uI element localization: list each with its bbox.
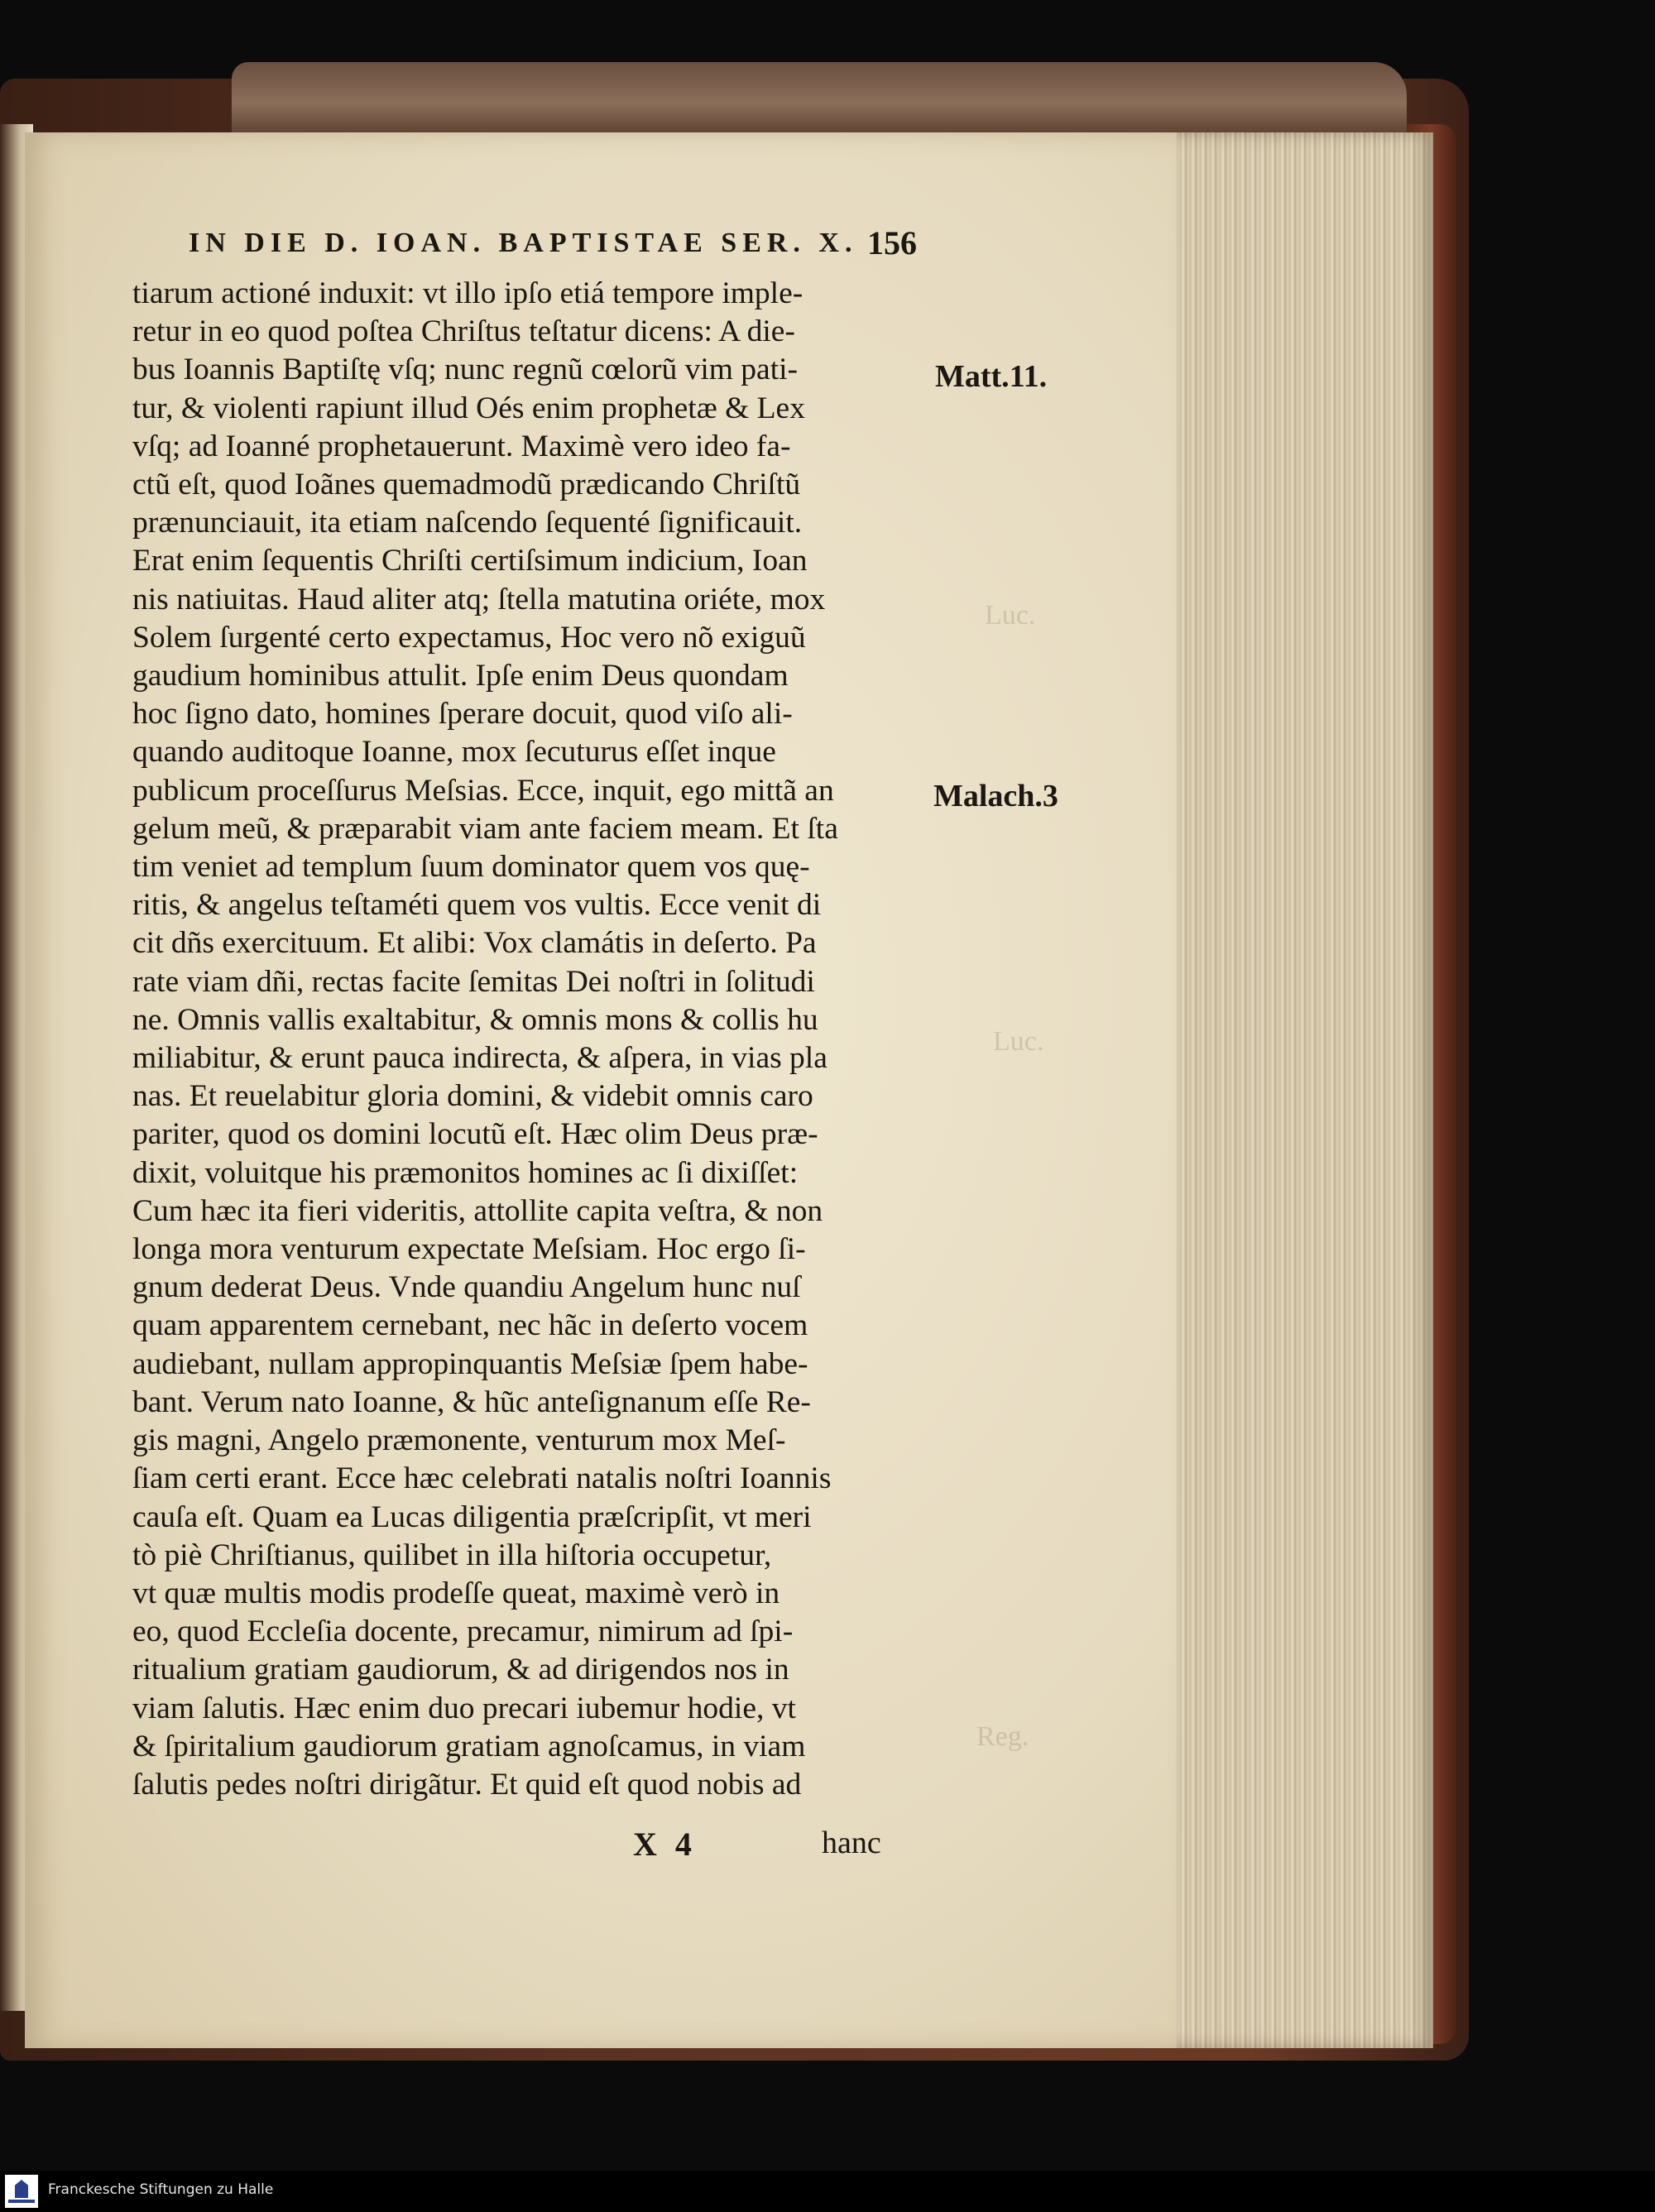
marginal-note: Matt.11. bbox=[935, 359, 1048, 394]
text-line: tò piè Chriſtianus, quilibet in illa hiſtoria occupetur, bbox=[132, 1538, 772, 1572]
text-line: tim veniet ad templum ſuum dominator quem vos quę- bbox=[132, 850, 810, 885]
text-line: rate viam dñi, rectas facite ſemitas Dei noſtri in ſolitudi bbox=[132, 964, 815, 999]
text-line: cauſa eſt. Quam ea Lucas diligentia præſcripſit, vt meri bbox=[132, 1499, 812, 1534]
text-line: quam apparentem cernebant, nec hãc in deſerto vocem bbox=[132, 1308, 808, 1343]
running-head: IN DIE D. IOAN. BAPTISTAE SER. X. bbox=[189, 228, 858, 258]
text-line: ſiam certi erant. Ecce hæc celebrati natalis noſtri Ioannis bbox=[132, 1461, 832, 1496]
text-line: quando auditoque Ioanne, mox ſecuturus eſſet inque bbox=[132, 735, 776, 770]
text-line: cit dñs exercituum. Et alibi: Vox clamátis in deſerto. Pa bbox=[132, 926, 817, 961]
text-line: Erat enim ſequentis Chriſti certiſsimum indicium, Ioan bbox=[132, 544, 808, 578]
text-line: audiebant, nullam appropinquantis Meſsiæ ſpem habe- bbox=[132, 1346, 808, 1381]
text-line: miliabitur, & erunt pauca indirecta, & aſpera, in vias pla bbox=[132, 1041, 828, 1076]
book-page bbox=[25, 132, 1177, 2048]
text-line: hoc ſigno dato, homines ſperare docuit, quod viſo ali- bbox=[132, 697, 793, 732]
text-line: bant. Verum nato Ioanne, & hũc anteſignanum eſſe Re- bbox=[132, 1384, 811, 1419]
text-line: dixit, voluitque his præmonitos homines ac ſi dixiſſet: bbox=[132, 1155, 799, 1190]
text-line: vſq; ad Ioanné prophetauerunt. Maximè vero ideo fa- bbox=[132, 429, 791, 463]
text-line: gaudium hominibus attulit. Ipſe enim Deus quondam bbox=[132, 659, 789, 693]
catchword: hanc bbox=[822, 1826, 881, 1860]
show-through-mark: Luc. bbox=[993, 1026, 1044, 1057]
text-line: publicum proceſſurus Meſsias. Ecce, inquit, ego mittã an bbox=[132, 773, 834, 808]
signature-mark: X 4 bbox=[633, 1826, 697, 1863]
text-line: eo, quod Eccleſia docente, precamur, nimirum ad ſpi- bbox=[132, 1615, 794, 1649]
text-line: ſalutis pedes noſtri dirigãtur. Et quid eſt quod nobis ad bbox=[132, 1767, 802, 1802]
text-line: bus Ioannis Baptiſtę vſq; nunc regnũ cœlorũ vim pati- bbox=[132, 353, 799, 387]
text-line: viam ſalutis. Hæc enim duo precari iubemur hodie, vt bbox=[132, 1691, 796, 1725]
text-line: longa mora venturum expectate Meſsiam. Hoc ergo ſi- bbox=[132, 1232, 806, 1267]
text-line: nis natiuitas. Haud aliter atq; ſtella matutina oriéte, mox bbox=[132, 582, 826, 617]
text-line: Solem ſurgenté certo expectamus, Hoc vero nõ exiguũ bbox=[132, 620, 806, 655]
text-line: ne. Omnis vallis exaltabitur, & omnis mons & collis hu bbox=[132, 1002, 818, 1037]
text-line: gnum dederat Deus. Vnde quandiu Angelum hunc nuſ bbox=[132, 1270, 801, 1305]
text-line: vt quæ multis modis prodeſſe queat, maximè verò in bbox=[132, 1576, 780, 1610]
page-edges bbox=[1167, 132, 1433, 2048]
text-line: tiarum actioné induxit: vt illo ipſo etiá tempore imple- bbox=[132, 276, 804, 310]
text-line: gis magni, Angelo præmonente, venturum mox Meſ- bbox=[132, 1423, 786, 1458]
marginal-note: Malach.3 bbox=[933, 779, 1058, 813]
text-line: retur in eo quod poſtea Chriſtus teſtatur dicens: A die- bbox=[132, 314, 795, 349]
body-text bbox=[132, 275, 939, 1804]
institution-logo-icon bbox=[5, 2175, 38, 2208]
institution-name: Franckesche Stiftungen zu Halle bbox=[48, 2181, 274, 2198]
text-line: ctũ eſt, quod Ioãnes quemadmodũ prædicando Chriſtũ bbox=[132, 468, 801, 502]
text-line: prænunciauit, ita etiam naſcendo ſequenté ſignificauit. bbox=[132, 506, 803, 540]
text-line: & ſpiritalium gaudiorum gratiam agnoſcamus, in viam bbox=[132, 1729, 806, 1763]
text-line: Cum hæc ita fieri videritis, attollite capita veſtra, & non bbox=[132, 1193, 823, 1228]
text-line: ritis, & angelus teſtaméti quem vos vultis. Ecce venit di bbox=[132, 888, 822, 923]
text-line: pariter, quod os domini locutũ eſt. Hæc olim Deus præ- bbox=[132, 1117, 818, 1152]
text-line: gelum meũ, & præparabit viam ante faciem meam. Et ſta bbox=[132, 811, 838, 846]
show-through-mark: Luc. bbox=[985, 600, 1036, 631]
text-line: nas. Et reuelabitur gloria domini, & videbit omnis caro bbox=[132, 1079, 813, 1114]
text-line: tur, & violenti rapiunt illud Oés enim prophetæ & Lex bbox=[132, 391, 805, 425]
book-top-edge bbox=[232, 62, 1407, 137]
text-line: ritualium gratiam gaudiorum, & ad dirigendos nos in bbox=[132, 1653, 789, 1687]
page-number: 156 bbox=[867, 224, 917, 262]
show-through-mark: Reg. bbox=[976, 1721, 1029, 1752]
